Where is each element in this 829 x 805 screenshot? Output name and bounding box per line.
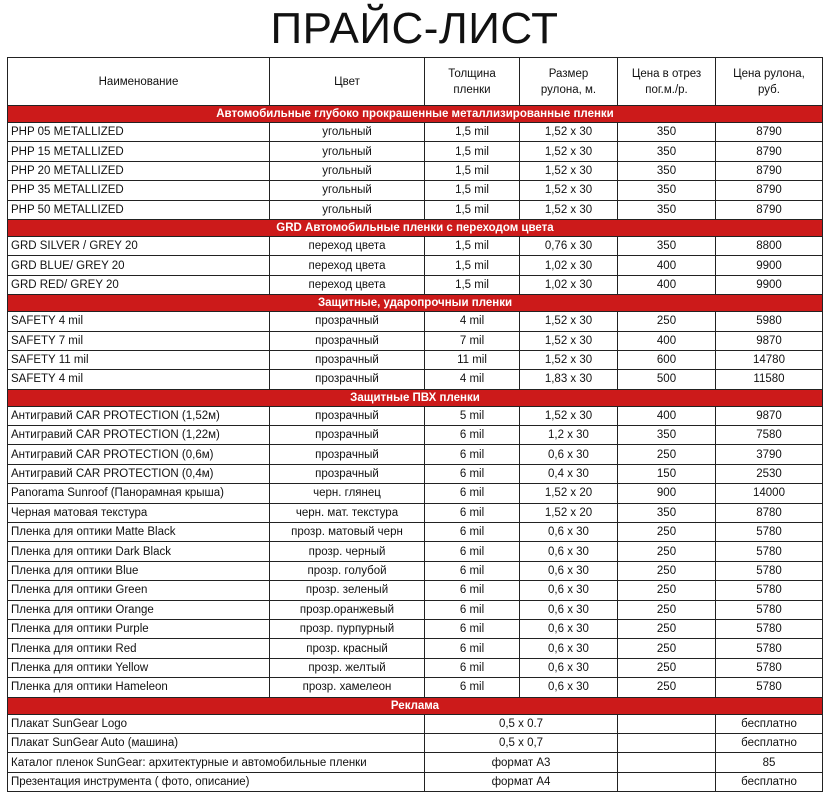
- product-name: Пленка для оптики Orange: [8, 600, 270, 619]
- price-cut: 350: [618, 236, 716, 255]
- price-roll: 14000: [716, 484, 823, 503]
- product-name: PHP 35 METALLIZED: [8, 181, 270, 200]
- table-row: [8, 312, 823, 331]
- page-title: ПРАЙС-ЛИСТ: [270, 4, 559, 53]
- price-cut: 400: [618, 275, 716, 294]
- product-thickness: 6 mil: [425, 639, 520, 658]
- roll-size: 0,6 x 30: [520, 639, 618, 658]
- price-roll: 5780: [716, 619, 823, 638]
- product-name: GRD SILVER / GREY 20: [8, 236, 270, 255]
- price-cut: 250: [618, 581, 716, 600]
- header-price-roll: Цена рулона, руб.: [716, 58, 823, 106]
- section-header-row: [8, 106, 823, 123]
- product-thickness: 1,5 mil: [425, 142, 520, 161]
- product-name: Пленка для оптики Blue: [8, 561, 270, 580]
- table-row: [8, 275, 823, 294]
- product-name: Антигравий CAR PROTECTION (1,52м): [8, 406, 270, 425]
- section-title: GRD Автомобильные пленки с переходом цвета: [8, 219, 823, 236]
- roll-size: 1,52 x 30: [520, 161, 618, 180]
- ad-price: 85: [716, 753, 823, 772]
- table-row: [8, 523, 823, 542]
- roll-size: 1,52 x 30: [520, 142, 618, 161]
- product-thickness: 6 mil: [425, 619, 520, 638]
- table-row: [8, 181, 823, 200]
- ad-format: формат А3: [425, 753, 618, 772]
- product-thickness: 6 mil: [425, 581, 520, 600]
- table-row: [8, 161, 823, 180]
- roll-size: 0,4 x 30: [520, 464, 618, 483]
- product-name: Антигравий CAR PROTECTION (1,22м): [8, 426, 270, 445]
- ad-price: бесплатно: [716, 772, 823, 791]
- product-name: Panorama Sunroof (Панорамная крыша): [8, 484, 270, 503]
- product-thickness: 6 mil: [425, 445, 520, 464]
- table-row: [8, 503, 823, 522]
- price-cut: 250: [618, 619, 716, 638]
- price-cut: 350: [618, 503, 716, 522]
- table-row: [8, 426, 823, 445]
- product-thickness: 6 mil: [425, 542, 520, 561]
- price-cut: 600: [618, 350, 716, 369]
- price-cut: 350: [618, 200, 716, 219]
- table-row: [8, 561, 823, 580]
- table-row: [8, 678, 823, 697]
- section-header-row: [8, 295, 823, 312]
- product-color: прозр. матовый черн: [270, 523, 425, 542]
- price-roll: 8790: [716, 181, 823, 200]
- product-thickness: 6 mil: [425, 484, 520, 503]
- product-color: переход цвета: [270, 236, 425, 255]
- table-row: [8, 658, 823, 677]
- table-row: [8, 350, 823, 369]
- product-thickness: 1,5 mil: [425, 236, 520, 255]
- roll-size: 1,83 x 30: [520, 370, 618, 389]
- roll-size: 0,6 x 30: [520, 542, 618, 561]
- price-roll: 3790: [716, 445, 823, 464]
- product-color: прозрачный: [270, 406, 425, 425]
- header-thickness: Толщина пленки: [425, 58, 520, 106]
- roll-size: 1,52 x 30: [520, 123, 618, 142]
- price-roll: 8800: [716, 236, 823, 255]
- price-roll: 5780: [716, 542, 823, 561]
- price-roll: 5780: [716, 658, 823, 677]
- product-color: угольный: [270, 161, 425, 180]
- ad-row: [8, 714, 823, 733]
- table-row: [8, 639, 823, 658]
- roll-size: 0,6 x 30: [520, 523, 618, 542]
- roll-size: 1,52 x 20: [520, 484, 618, 503]
- price-cut: 250: [618, 312, 716, 331]
- section-title: Автомобильные глубоко прокрашенные металлизированные пленки: [8, 106, 823, 123]
- product-name: SAFETY 7 mil: [8, 331, 270, 350]
- price-table: [7, 57, 823, 792]
- product-color: черн. глянец: [270, 484, 425, 503]
- roll-size: 0,6 x 30: [520, 445, 618, 464]
- price-roll: 8790: [716, 161, 823, 180]
- product-thickness: 5 mil: [425, 406, 520, 425]
- product-color: прозрачный: [270, 464, 425, 483]
- price-roll: 8790: [716, 200, 823, 219]
- table-row: [8, 256, 823, 275]
- product-thickness: 6 mil: [425, 426, 520, 445]
- price-roll: 8780: [716, 503, 823, 522]
- product-name: PHP 50 METALLIZED: [8, 200, 270, 219]
- price-roll: 5980: [716, 312, 823, 331]
- product-color: прозр.оранжевый: [270, 600, 425, 619]
- table-row: [8, 236, 823, 255]
- price-cut: 350: [618, 426, 716, 445]
- table-row: [8, 200, 823, 219]
- ad-empty: [618, 772, 716, 791]
- roll-size: 1,02 x 30: [520, 256, 618, 275]
- price-roll: 5780: [716, 678, 823, 697]
- product-name: Черная матовая текстура: [8, 503, 270, 522]
- price-cut: 400: [618, 256, 716, 275]
- price-roll: 9870: [716, 406, 823, 425]
- ad-name: Презентация инструмента ( фото, описание): [8, 772, 425, 791]
- price-cut: 250: [618, 658, 716, 677]
- price-cut: 900: [618, 484, 716, 503]
- price-cut: 150: [618, 464, 716, 483]
- ad-empty: [618, 714, 716, 733]
- price-roll: 2530: [716, 464, 823, 483]
- product-thickness: 1,5 mil: [425, 161, 520, 180]
- header-size: Размер рулона, м.: [520, 58, 618, 106]
- ad-price: бесплатно: [716, 714, 823, 733]
- product-color: черн. мат. текстура: [270, 503, 425, 522]
- product-thickness: 6 mil: [425, 658, 520, 677]
- product-name: Пленка для оптики Matte Black: [8, 523, 270, 542]
- price-cut: 250: [618, 600, 716, 619]
- price-roll: 5780: [716, 523, 823, 542]
- section-header-row: [8, 389, 823, 406]
- price-roll: 14780: [716, 350, 823, 369]
- product-thickness: 11 mil: [425, 350, 520, 369]
- product-thickness: 7 mil: [425, 331, 520, 350]
- roll-size: 0,6 x 30: [520, 678, 618, 697]
- product-name: SAFETY 4 mil: [8, 312, 270, 331]
- ad-format: 0,5 x 0.7: [425, 714, 618, 733]
- product-name: Пленка для оптики Green: [8, 581, 270, 600]
- product-thickness: 1,5 mil: [425, 275, 520, 294]
- ad-name: Каталог пленок SunGear: архитектурные и автомобильные пленки: [8, 753, 425, 772]
- price-cut: 250: [618, 542, 716, 561]
- section-title: Защитные, ударопрочныи пленки: [8, 295, 823, 312]
- product-thickness: 6 mil: [425, 523, 520, 542]
- price-cut: 250: [618, 523, 716, 542]
- product-name: Пленка для оптики Dark Black: [8, 542, 270, 561]
- roll-size: 1,52 x 30: [520, 350, 618, 369]
- roll-size: 1,52 x 30: [520, 312, 618, 331]
- price-roll: 9900: [716, 256, 823, 275]
- product-thickness: 1,5 mil: [425, 256, 520, 275]
- roll-size: 0,76 x 30: [520, 236, 618, 255]
- product-color: прозр. голубой: [270, 561, 425, 580]
- product-color: угольный: [270, 142, 425, 161]
- product-name: Пленка для оптики Red: [8, 639, 270, 658]
- table-row: [8, 484, 823, 503]
- product-name: GRD BLUE/ GREY 20: [8, 256, 270, 275]
- product-color: угольный: [270, 200, 425, 219]
- ad-format: формат А4: [425, 772, 618, 791]
- table-row: [8, 600, 823, 619]
- header-price-cut: Цена в отрез пог.м./р.: [618, 58, 716, 106]
- roll-size: 1,52 x 30: [520, 200, 618, 219]
- section-header-row: [8, 697, 823, 714]
- table-row: [8, 123, 823, 142]
- product-name: PHP 05 METALLIZED: [8, 123, 270, 142]
- roll-size: 1,52 x 30: [520, 406, 618, 425]
- price-cut: 350: [618, 123, 716, 142]
- table-row: [8, 142, 823, 161]
- ad-format: 0,5 x 0,7: [425, 733, 618, 752]
- price-roll: 9900: [716, 275, 823, 294]
- table-row: [8, 581, 823, 600]
- product-name: Пленка для оптики Purple: [8, 619, 270, 638]
- price-cut: 250: [618, 639, 716, 658]
- price-cut: 350: [618, 161, 716, 180]
- price-cut: 250: [618, 561, 716, 580]
- table-row: [8, 370, 823, 389]
- price-cut: 400: [618, 406, 716, 425]
- product-name: PHP 15 METALLIZED: [8, 142, 270, 161]
- product-thickness: 6 mil: [425, 561, 520, 580]
- product-color: переход цвета: [270, 256, 425, 275]
- product-color: прозр. красный: [270, 639, 425, 658]
- product-color: прозр. желтый: [270, 658, 425, 677]
- table-row: [8, 619, 823, 638]
- roll-size: 1,52 x 30: [520, 181, 618, 200]
- product-name: Пленка для оптики Hameleon: [8, 678, 270, 697]
- product-color: прозр. пурпурный: [270, 619, 425, 638]
- ad-name: Плакат SunGear Logo: [8, 714, 425, 733]
- roll-size: 0,6 x 30: [520, 600, 618, 619]
- product-color: прозрачный: [270, 350, 425, 369]
- product-thickness: 6 mil: [425, 678, 520, 697]
- roll-size: 1,52 x 20: [520, 503, 618, 522]
- price-roll: 5780: [716, 600, 823, 619]
- product-thickness: 6 mil: [425, 600, 520, 619]
- price-roll: 5780: [716, 561, 823, 580]
- product-color: прозрачный: [270, 445, 425, 464]
- price-cut: 400: [618, 331, 716, 350]
- roll-size: 0,6 x 30: [520, 619, 618, 638]
- roll-size: 0,6 x 30: [520, 658, 618, 677]
- product-color: прозрачный: [270, 312, 425, 331]
- price-roll: 5780: [716, 581, 823, 600]
- product-color: прозр. хамелеон: [270, 678, 425, 697]
- price-roll: 8790: [716, 123, 823, 142]
- product-thickness: 6 mil: [425, 503, 520, 522]
- product-thickness: 1,5 mil: [425, 200, 520, 219]
- product-color: прозрачный: [270, 331, 425, 350]
- ad-name: Плакат SunGear Auto (машина): [8, 733, 425, 752]
- ad-empty: [618, 733, 716, 752]
- product-color: угольный: [270, 181, 425, 200]
- table-row: [8, 406, 823, 425]
- table-row: [8, 542, 823, 561]
- table-row: [8, 331, 823, 350]
- roll-size: 1,2 x 30: [520, 426, 618, 445]
- section-header-row: [8, 219, 823, 236]
- price-roll: 11580: [716, 370, 823, 389]
- product-color: прозрачный: [270, 370, 425, 389]
- product-color: прозр. зеленый: [270, 581, 425, 600]
- product-thickness: 1,5 mil: [425, 181, 520, 200]
- product-name: GRD RED/ GREY 20: [8, 275, 270, 294]
- ad-row: [8, 733, 823, 752]
- product-thickness: 6 mil: [425, 464, 520, 483]
- product-name: Антигравий CAR PROTECTION (0,4м): [8, 464, 270, 483]
- roll-size: 1,02 x 30: [520, 275, 618, 294]
- price-cut: 350: [618, 142, 716, 161]
- price-roll: 5780: [716, 639, 823, 658]
- section-title: Реклама: [8, 697, 823, 714]
- price-cut: 250: [618, 445, 716, 464]
- section-title: Защитные ПВХ пленки: [8, 389, 823, 406]
- product-thickness: 4 mil: [425, 370, 520, 389]
- price-cut: 500: [618, 370, 716, 389]
- table-row: [8, 464, 823, 483]
- product-name: Пленка для оптики Yellow: [8, 658, 270, 677]
- table-row: [8, 445, 823, 464]
- roll-size: 0,6 x 30: [520, 561, 618, 580]
- roll-size: 0,6 x 30: [520, 581, 618, 600]
- product-name: SAFETY 4 mil: [8, 370, 270, 389]
- header-name: Наименование: [8, 58, 270, 106]
- product-color: прозрачный: [270, 426, 425, 445]
- price-roll: 9870: [716, 331, 823, 350]
- price-roll: 8790: [716, 142, 823, 161]
- price-cut: 350: [618, 181, 716, 200]
- header-color: Цвет: [270, 58, 425, 106]
- ad-price: бесплатно: [716, 733, 823, 752]
- ad-row: [8, 753, 823, 772]
- header-row: [8, 58, 823, 106]
- roll-size: 1,52 x 30: [520, 331, 618, 350]
- product-color: прозр. черный: [270, 542, 425, 561]
- product-name: PHP 20 METALLIZED: [8, 161, 270, 180]
- price-table-body: [8, 106, 823, 792]
- price-roll: 7580: [716, 426, 823, 445]
- product-thickness: 4 mil: [425, 312, 520, 331]
- product-color: угольный: [270, 123, 425, 142]
- price-cut: 250: [618, 678, 716, 697]
- ad-row: [8, 772, 823, 791]
- ad-empty: [618, 753, 716, 772]
- product-name: SAFETY 11 mil: [8, 350, 270, 369]
- product-color: переход цвета: [270, 275, 425, 294]
- product-thickness: 1,5 mil: [425, 123, 520, 142]
- product-name: Антигравий CAR PROTECTION (0,6м): [8, 445, 270, 464]
